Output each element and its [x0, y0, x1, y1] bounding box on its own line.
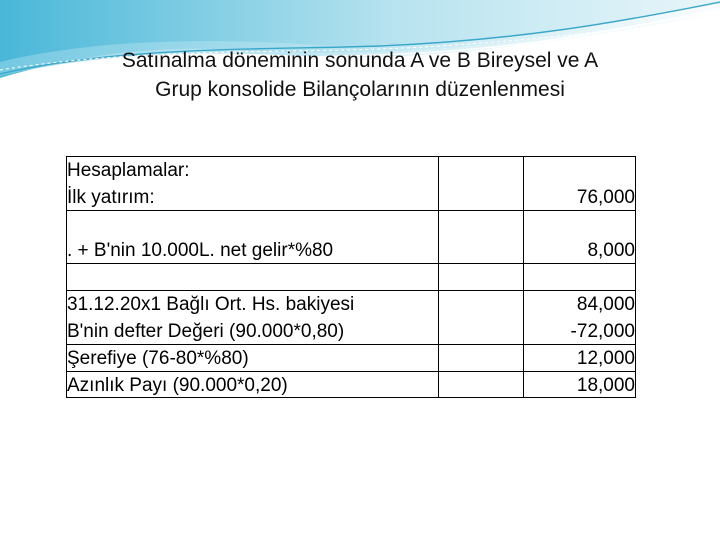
row-label-azinlik-payi: Azınlık Payı (90.000*0,20)	[67, 375, 288, 396]
row-label-hesaplamalar: Hesaplamalar:	[67, 160, 190, 181]
cell-value-block-2	[523, 210, 636, 264]
cell-mid-block-2	[438, 210, 524, 264]
row-label-net-gelir: . + B'nin 10.000L. net gelir*%80	[67, 240, 334, 261]
row-label-bakiye: 31.12.20x1 Bağlı Ort. Hs. bakiyesi	[67, 294, 355, 315]
cell-label-block-1	[66, 156, 439, 211]
row-label-ilk-yatirim: İlk yatırım:	[67, 187, 155, 208]
row-label-defter-degeri: B'nin defter Değeri (90.000*0,80)	[67, 321, 345, 342]
row-divider	[66, 371, 636, 372]
cell-mid-block-1	[438, 156, 524, 211]
title-line-2: Grup konsolide Bilançolarının düzenlenmesi	[155, 78, 565, 101]
row-value-net-gelir: 8,000	[587, 240, 635, 261]
row-label-serefiye: Şerefiye (76-80*%80)	[67, 348, 249, 369]
slide-title	[40, 46, 680, 104]
cell-empty-label	[66, 263, 439, 291]
cell-label-block-2	[66, 210, 439, 264]
row-value-bakiye: 84,000	[576, 294, 635, 315]
title-line-1: Satınalma döneminin sonunda A ve B Bireysel ve A	[121, 49, 599, 72]
row-value-serefiye: 12,000	[576, 348, 635, 369]
row-divider	[66, 344, 636, 345]
row-value-azinlik-payi: 18,000	[576, 375, 635, 396]
row-value-ilk-yatirim: 76,000	[576, 187, 635, 208]
cell-empty-mid	[438, 263, 524, 291]
row-value-defter-degeri: -72,000	[570, 321, 635, 342]
cell-value-block-1	[523, 156, 636, 211]
cell-empty-value	[523, 263, 636, 291]
